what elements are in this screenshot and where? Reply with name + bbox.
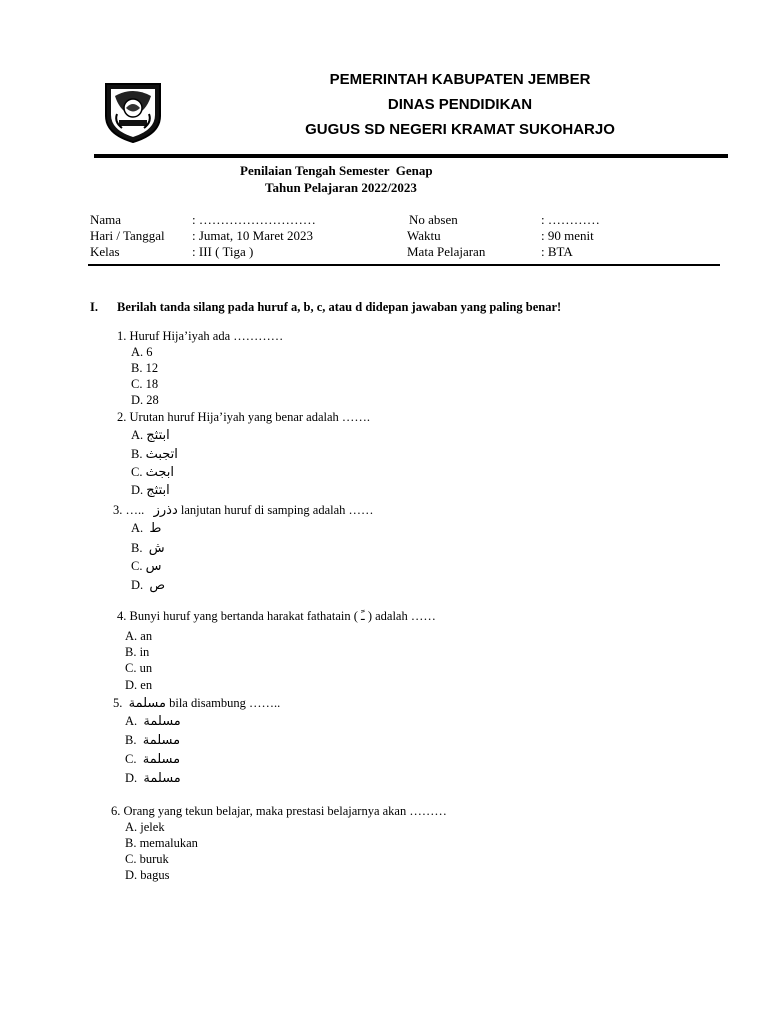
header-school-cluster: GUGUS SD NEGERI KRAMAT SUKOHARJO <box>305 121 615 138</box>
question-2-option-c <box>131 464 174 481</box>
header-divider <box>94 154 728 158</box>
arabic-letter: س <box>145 559 162 574</box>
absen-value: : ………… <box>541 212 600 227</box>
question-5-option-a <box>125 713 181 730</box>
option-letter: D. <box>131 483 144 497</box>
question-6-option-c: C. buruk <box>125 852 169 866</box>
header-government: PEMERINTAH KABUPATEN JEMBER <box>329 71 591 88</box>
question-3-option-a <box>131 520 161 537</box>
nama-value: : ……………………… <box>192 212 316 227</box>
question-4-option-c: C. un <box>125 661 153 675</box>
question-3-stem: lanjutan huruf di samping adalah …… <box>180 503 374 517</box>
identity-divider <box>88 264 720 266</box>
question-5-option-d <box>125 770 181 787</box>
question-4-stem-end: ) adalah …… <box>367 609 436 623</box>
option-letter: A. <box>125 714 138 728</box>
hari-label: Hari / Tanggal <box>90 228 165 243</box>
question-1-option-b: B. 12 <box>131 361 159 375</box>
section-number: I. <box>90 300 98 314</box>
question-4-stem: 4. Bunyi huruf yang bertanda harakat fathatain ( <box>117 609 358 623</box>
question-6-option-d: D. bagus <box>125 868 170 882</box>
question-5-option-c <box>125 751 180 768</box>
question-1-option-a: A. 6 <box>131 345 153 359</box>
question-5-stem: bila disambung …….. <box>169 696 281 710</box>
arabic-word: مسلمة <box>142 752 181 767</box>
question-3-text <box>113 502 374 519</box>
arabic-word: مسلمة <box>143 714 181 729</box>
hari-value: : Jumat, 10 Maret 2023 <box>192 228 313 243</box>
option-letter: C. <box>131 559 143 573</box>
exam-year: Tahun Pelajaran 2022/2023 <box>265 180 417 195</box>
nama-label: Nama <box>90 212 122 227</box>
arabic-letters: اتجبث <box>145 447 178 462</box>
question-4-text <box>117 608 436 624</box>
question-2-text: 2. Urutan huruf Hija’iyah yang benar adalah ……. <box>117 410 371 424</box>
option-letter: D. <box>131 578 144 592</box>
exam-title: Penilaian Tengah Semester Genap <box>240 163 433 178</box>
arabic-word: مسلمة <box>142 733 181 748</box>
option-letter: B. <box>131 447 143 461</box>
option-letter: B. <box>125 733 137 747</box>
question-1-option-c: C. 18 <box>131 377 159 391</box>
arabic-letters: ابتثج <box>146 483 170 498</box>
question-6-text: 6. Orang yang tekun belajar, maka prestasi belajarnya akan ……… <box>111 804 447 818</box>
question-3-option-c <box>131 558 161 575</box>
question-6-option-b: B. memalukan <box>125 836 198 850</box>
absen-label: No absen <box>409 212 458 227</box>
question-3-option-d <box>131 577 165 594</box>
question-6-option-a: A. jelek <box>125 820 165 834</box>
question-4-option-d: D. en <box>125 678 153 692</box>
question-5-option-b <box>125 732 180 749</box>
option-letter: A. <box>131 521 144 535</box>
arabic-letters: ابتثج <box>146 428 170 443</box>
question-5-arabic: مسلمة <box>128 696 166 711</box>
header-department: DINAS PENDIDIKAN <box>387 96 533 113</box>
option-letter: B. <box>131 541 143 555</box>
question-2-option-a <box>131 427 170 444</box>
question-3-number: 3. ….. <box>113 503 145 517</box>
question-2-option-d <box>131 482 170 499</box>
section-instruction: Berilah tanda silang pada huruf a, b, c, atau d didepan jawaban yang paling benar! <box>117 300 562 314</box>
question-4-option-b: B. in <box>125 645 150 659</box>
question-3-arabic: دذرز <box>153 503 178 518</box>
mapel-value: : BTA <box>541 244 573 259</box>
question-1-text: 1. Huruf Hija’iyah ada ………… <box>117 329 284 343</box>
mapel-label: Mata Pelajaran <box>407 244 486 259</box>
question-1-option-d: D. 28 <box>131 393 159 407</box>
waktu-value: : 90 menit <box>541 228 594 243</box>
fathatain-symbol: ـً <box>361 608 365 623</box>
arabic-letters: ابجث <box>145 465 174 480</box>
district-logo <box>104 82 162 144</box>
question-3-option-b <box>131 540 165 557</box>
arabic-letter: ش <box>148 541 165 556</box>
arabic-letter: ص <box>149 578 166 593</box>
question-5-text <box>113 695 280 712</box>
question-4-option-a: A. an <box>125 629 153 643</box>
option-letter: C. <box>125 752 137 766</box>
kelas-value: : III ( Tiga ) <box>192 244 254 259</box>
arabic-letter: ط <box>149 521 162 536</box>
question-2-option-b <box>131 446 178 463</box>
option-letter: D. <box>125 771 138 785</box>
kelas-label: Kelas <box>90 244 120 259</box>
arabic-word: مسلمة <box>143 771 181 786</box>
option-letter: C. <box>131 465 143 479</box>
waktu-label: Waktu <box>407 228 441 243</box>
question-5-number: 5. <box>113 696 123 710</box>
option-letter: A. <box>131 428 144 442</box>
